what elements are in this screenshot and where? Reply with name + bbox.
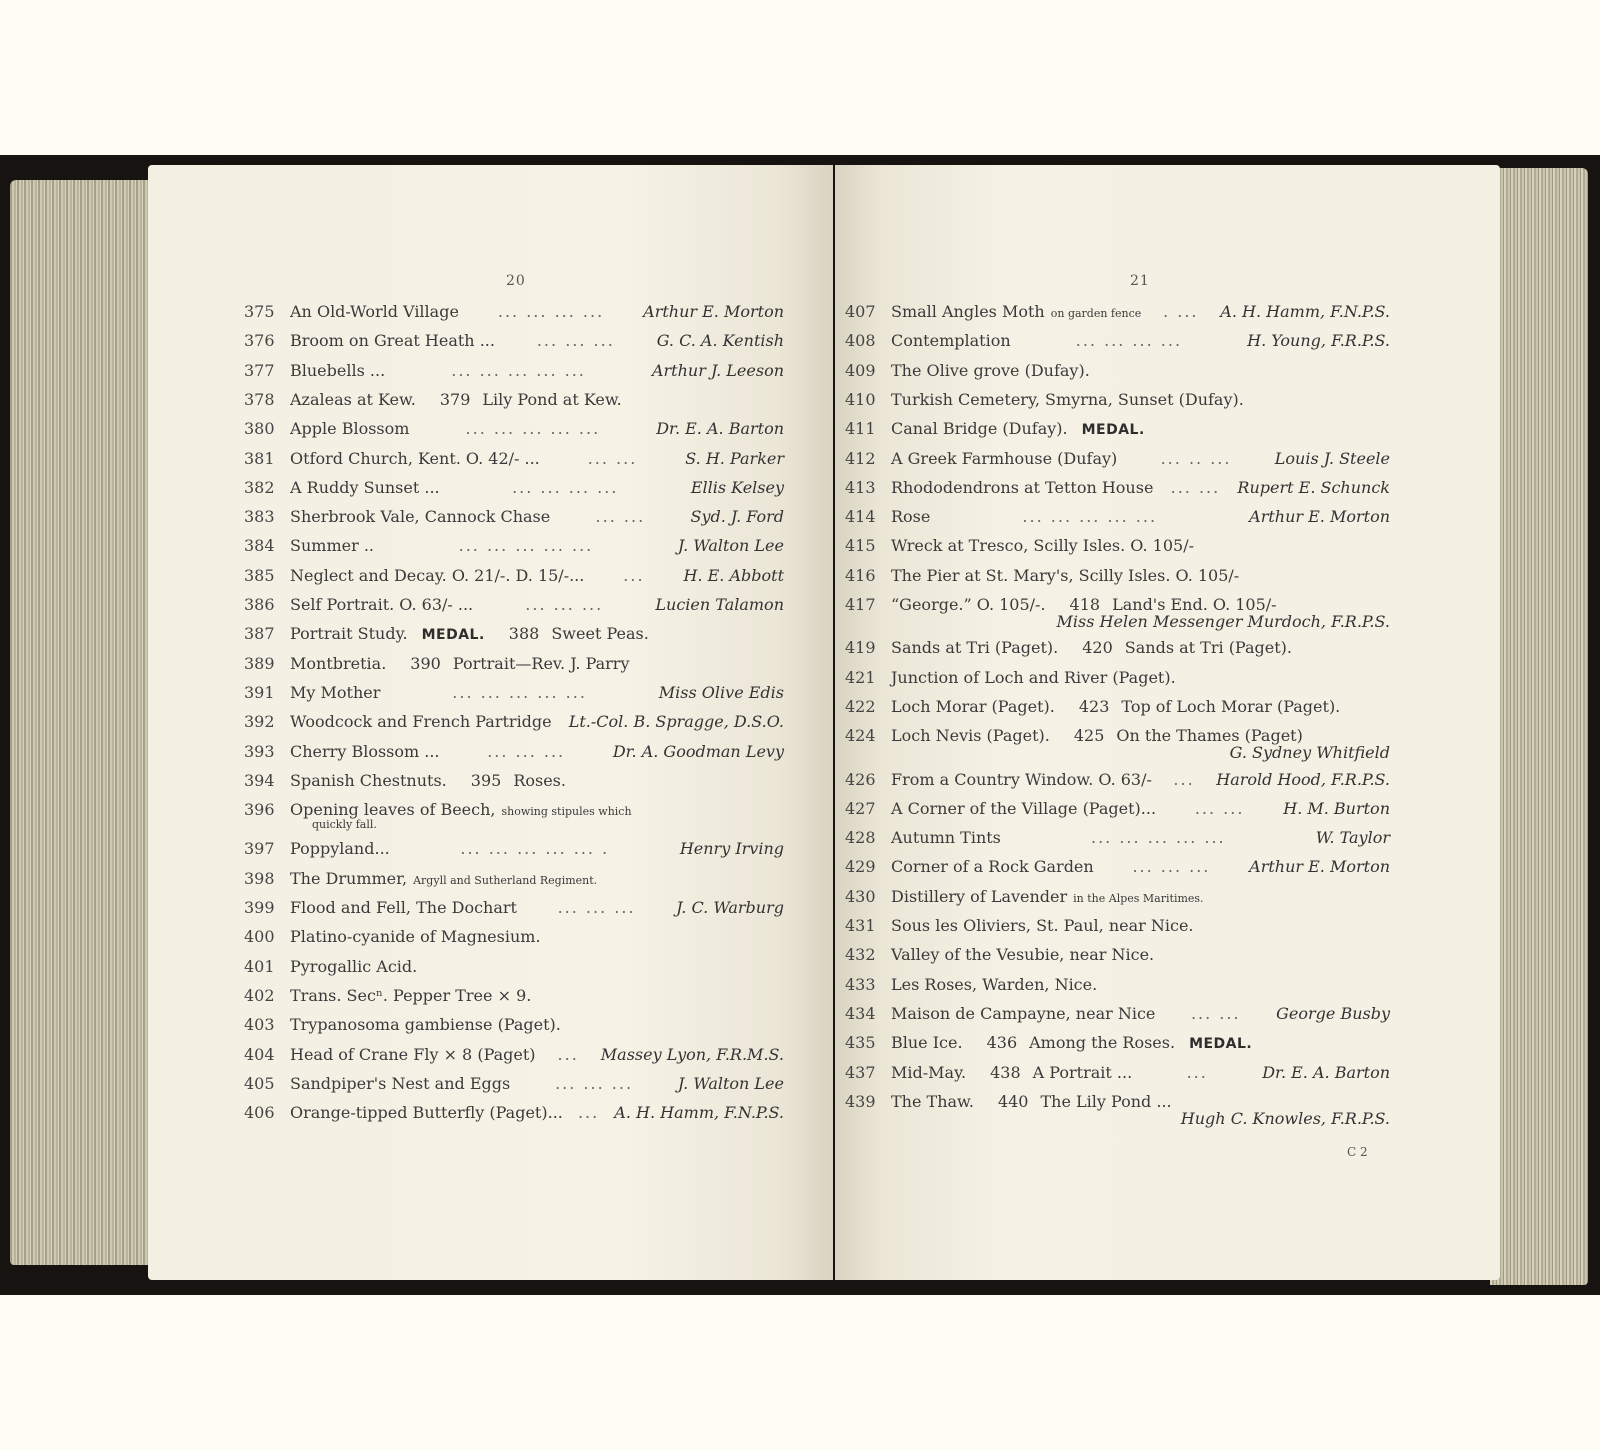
entry-number: 406 <box>244 1103 275 1123</box>
second-entry <box>440 390 622 409</box>
entry-number: 431 <box>845 916 876 935</box>
entry-number: 435 <box>845 1033 876 1053</box>
entry-number: 440 <box>997 1091 1029 1111</box>
right-page-edges <box>1490 168 1588 1285</box>
entry-number: 407 <box>845 302 876 321</box>
entry-number: 411 <box>845 419 876 439</box>
leader-dots: ... ... ... ... ... <box>1091 828 1226 848</box>
entry-number: 401 <box>244 956 275 976</box>
entry-number: 400 <box>244 927 275 947</box>
catalogue-entry <box>244 1015 784 1034</box>
entry-title: Flood and Fell, The Dochart <box>290 898 517 917</box>
entry-author: A. H. Hamm, F.N.P.S. <box>614 1103 784 1123</box>
leader-dots: ... ... ... ... ... <box>451 360 586 380</box>
entry-number: 386 <box>244 595 275 614</box>
catalogue-entry <box>845 828 1390 847</box>
entry-title: A Portrait ... <box>1032 1062 1133 1082</box>
entry-author: Massey Lyon, F.R.M.S. <box>600 1044 784 1064</box>
entry-number: 397 <box>244 839 275 859</box>
entry-title: Loch Morar (Paget). <box>891 696 1055 716</box>
entry-number: 384 <box>244 536 275 556</box>
entry-number: 430 <box>845 886 876 906</box>
entry-title: Among the Roses. <box>1029 1033 1176 1053</box>
entry-title: Apple Blossom <box>290 419 410 439</box>
entry-number: 429 <box>845 857 876 877</box>
catalogue-entry <box>244 771 784 790</box>
catalogue-entry <box>244 986 784 1005</box>
catalogue-entry <box>244 839 784 858</box>
leader-dots: ... ... ... ... <box>1075 331 1183 351</box>
catalogue-entries-left <box>148 165 833 1280</box>
leader-dots: ... ... ... <box>536 331 615 351</box>
medal-award: MEDAL. <box>1081 422 1145 439</box>
leader-dots: ... ... <box>1170 477 1221 497</box>
leader-dots: ... ... ... ... ... <box>458 536 594 556</box>
catalogue-entry <box>845 1063 1390 1082</box>
entry-number: 426 <box>845 769 876 789</box>
entry-title: The Olive grove (Dufay). <box>891 360 1090 380</box>
entry-number: 416 <box>845 565 876 585</box>
entry-number: 381 <box>244 448 275 468</box>
catalogue-entry <box>845 507 1390 526</box>
entry-title: Top of Loch Morar (Paget). <box>1121 696 1341 716</box>
entry-author: Lt.-Col. B. Spragge, D.S.O. <box>568 712 784 732</box>
entry-author: Lucien Talamon <box>655 595 784 614</box>
entry-number: 379 <box>439 389 471 409</box>
leader-dots: ... ... ... ... ... <box>1022 507 1158 527</box>
entry-title: The Drummer, <box>290 868 408 888</box>
entry-author: George Busby <box>1276 1003 1390 1023</box>
entry-title: Rose <box>891 507 931 527</box>
entry-number: 388 <box>508 624 540 644</box>
entry-title: Junction of Loch and River (Paget). <box>891 667 1176 687</box>
catalogue-entry <box>845 638 1390 657</box>
entry-title: Land's End. O. 105/- <box>1112 595 1277 614</box>
entry-author: Miss Helen Messenger Murdoch, F.R.P.S. <box>1056 612 1390 631</box>
entry-number: 390 <box>410 653 441 673</box>
entry-note: in the Alpes Maritimes. <box>1073 891 1204 905</box>
catalogue-entry <box>244 800 784 819</box>
catalogue-entry <box>244 419 784 438</box>
entry-number: 394 <box>244 770 275 790</box>
leader-dots: ... <box>577 1103 600 1123</box>
leader-dots: ... <box>623 565 645 585</box>
catalogue-entry <box>845 566 1390 585</box>
catalogue-entry <box>244 1103 784 1122</box>
entry-title: Trypanosoma gambiense (Paget). <box>290 1015 561 1035</box>
leader-dots: ... ... <box>1190 1003 1241 1023</box>
entry-title: Sands at Tri (Paget). <box>891 638 1059 658</box>
entry-title: Distillery of Lavender <box>891 886 1068 906</box>
leader-dots: ... ... ... <box>555 1073 634 1093</box>
second-entry <box>1082 638 1292 657</box>
catalogue-entry <box>244 1045 784 1064</box>
catalogue-entry <box>845 1004 1390 1023</box>
catalogue-entry <box>244 624 784 643</box>
catalogue-entry <box>244 898 784 917</box>
catalogue-entry <box>845 331 1390 350</box>
entry-number: 392 <box>244 712 275 732</box>
entry-author: H. E. Abbott <box>683 565 784 585</box>
leader-dots: ... ... ... <box>557 898 636 917</box>
entry-number: 419 <box>845 638 876 658</box>
entry-author: Dr. A. Goodman Levy <box>612 741 784 761</box>
catalogue-entry <box>244 478 784 497</box>
entry-title: Broom on Great Heath ... <box>290 331 495 351</box>
entry-author: Hugh C. Knowles, F.R.P.S. <box>1180 1108 1390 1128</box>
entry-title: Les Roses, Warden, Nice. <box>891 974 1098 994</box>
entry-number: 387 <box>244 624 275 644</box>
entry-number: 380 <box>244 419 275 439</box>
entry-title: Autumn Tints <box>891 828 1001 848</box>
entry-title: Sous les Oliviers, St. Paul, near Nice. <box>891 916 1194 935</box>
entry-title: Sandpiper's Nest and Eggs <box>290 1073 511 1093</box>
leader-dots: ... ... ... <box>487 741 566 761</box>
entry-number: 408 <box>845 331 876 351</box>
entry-number: 432 <box>845 945 876 965</box>
catalogue-entry <box>244 390 784 409</box>
catalogue-entry <box>845 536 1390 555</box>
catalogue-entry <box>244 566 784 585</box>
entry-author: Syd. J. Ford <box>690 507 784 527</box>
catalogue-entry <box>244 449 784 468</box>
entry-author: Henry Irving <box>679 839 784 859</box>
entry-author: H. M. Burton <box>1283 798 1390 818</box>
entry-number: 375 <box>244 302 275 321</box>
catalogue-entry <box>845 697 1390 716</box>
entry-number: 383 <box>244 507 275 527</box>
catalogue-entry <box>845 857 1390 876</box>
catalogue-entry <box>244 927 784 946</box>
entry-number: 420 <box>1082 638 1113 658</box>
entry-title: On the Thames (Paget) <box>1116 726 1303 746</box>
catalogue-entry <box>845 390 1390 409</box>
catalogue-entry <box>244 957 784 976</box>
entry-title: Pyrogallic Acid. <box>290 956 418 976</box>
entry-author: Arthur E. Morton <box>1249 857 1390 877</box>
catalogue-entry <box>244 742 784 761</box>
medal-award: MEDAL. <box>1189 1036 1253 1053</box>
entry-number: 396 <box>244 800 275 820</box>
entry-title: Poppyland... <box>290 839 390 859</box>
catalogue-entry <box>845 770 1390 789</box>
entry-title: Bluebells ... <box>290 360 386 380</box>
leader-dots: ... ... ... ... <box>497 302 605 321</box>
entry-author: J. C. Warburg <box>676 898 784 917</box>
entry-number: 437 <box>845 1062 876 1082</box>
entry-author: W. Taylor <box>1315 828 1390 848</box>
entry-number: 415 <box>845 536 876 556</box>
catalogue-entry <box>845 887 1390 906</box>
entry-title: Platino-cyanide of Magnesium. <box>290 927 541 947</box>
catalogue-entries-right <box>835 165 1500 1280</box>
entry-note: Argyll and Sutherland Regiment. <box>413 873 598 887</box>
entry-title: Montbretia. <box>290 653 387 673</box>
medal-award: MEDAL. <box>421 627 485 644</box>
second-entry <box>998 1092 1172 1111</box>
leader-dots: ... ... <box>1194 798 1245 818</box>
entry-title: Roses. <box>513 770 566 790</box>
catalogue-entry <box>244 712 784 731</box>
leader-dots: ... <box>557 1044 579 1064</box>
entry-title: Neglect and Decay. O. 21/-. D. 15/-... <box>290 565 585 585</box>
catalogue-entry <box>244 361 784 380</box>
entry-number: 402 <box>244 985 275 1005</box>
catalogue-entry <box>244 869 784 888</box>
entry-author: J. Walton Lee <box>677 1073 784 1093</box>
entry-title: Small Angles Moth <box>891 302 1045 321</box>
entry-author: H. Young, F.R.P.S. <box>1247 331 1390 351</box>
catalogue-entry <box>244 1074 784 1093</box>
catalogue-entry <box>244 654 784 673</box>
entry-author: Dr. E. A. Barton <box>656 419 784 439</box>
catalogue-entry <box>244 507 784 526</box>
entry-title: Canal Bridge (Dufay). <box>891 419 1068 439</box>
signature-mark: C 2 <box>1347 1145 1368 1159</box>
second-entry <box>1079 697 1340 716</box>
entry-number: 427 <box>845 798 876 818</box>
leader-dots: ... ... ... ... ... <box>452 682 587 702</box>
entry-title: Sherbrook Vale, Cannock Chase <box>290 507 551 527</box>
catalogue-entry <box>845 668 1390 687</box>
entry-title: Blue Ice. <box>891 1033 963 1053</box>
leader-dots: ... <box>1186 1062 1208 1082</box>
second-entry <box>987 1033 1253 1052</box>
entry-title: Opening leaves of Beech, <box>290 800 496 820</box>
leader-dots: ... ... ... ... <box>512 477 619 497</box>
catalogue-entry <box>845 975 1390 994</box>
entry-title: From a Country Window. O. 63/- <box>891 769 1152 789</box>
second-entry <box>471 771 566 790</box>
catalogue-entry <box>845 945 1390 964</box>
entry-title: Turkish Cemetery, Smyrna, Sunset (Dufay). <box>891 389 1244 409</box>
entry-title: Contemplation <box>891 331 1011 351</box>
entry-number: 439 <box>845 1091 876 1111</box>
entry-number: 412 <box>845 448 876 468</box>
leader-dots: ... ... ... <box>1132 857 1211 877</box>
entry-title: Self Portrait. O. 63/- ... <box>290 595 474 614</box>
entry-author: S. H. Parker <box>685 448 784 468</box>
leader-dots: ... ... ... <box>525 595 604 614</box>
entry-note: showing stipules which <box>501 805 632 819</box>
catalogue-entry <box>845 302 1390 321</box>
entry-title: Azaleas at Kew. <box>290 389 416 409</box>
entry-number: 421 <box>845 667 876 687</box>
entry-number: 385 <box>244 565 275 585</box>
entry-title: A Ruddy Sunset ... <box>290 477 440 497</box>
catalogue-entry <box>845 478 1390 497</box>
entry-title: Trans. Secⁿ. Pepper Tree × 9. <box>290 985 532 1005</box>
entry-number: 410 <box>845 389 876 409</box>
catalogue-entry <box>244 536 784 555</box>
leader-dots: ... ... ... ... ... . <box>460 839 610 859</box>
entry-number: 395 <box>470 770 502 790</box>
entry-title: Sweet Peas. <box>551 624 649 644</box>
catalogue-entry <box>845 799 1390 818</box>
entry-number: 434 <box>845 1003 876 1023</box>
second-entry <box>509 624 649 643</box>
entry-title: Maison de Campayne, near Nice <box>891 1003 1156 1023</box>
entry-number: 405 <box>244 1073 275 1093</box>
leader-dots: ... ... <box>595 507 646 527</box>
catalogue-entry <box>845 419 1390 438</box>
catalogue-entry <box>244 331 784 350</box>
page-number: 20 <box>506 273 526 289</box>
entry-number: 418 <box>1069 595 1101 614</box>
entry-author: Rupert E. Schunck <box>1237 477 1390 497</box>
entry-number: 413 <box>845 477 876 497</box>
entry-number: 417 <box>845 595 876 614</box>
entry-title: Rhododendrons at Tetton House <box>891 477 1154 497</box>
catalogue-entry <box>845 916 1390 935</box>
entry-title: Portrait Study. <box>290 624 408 644</box>
entry-author: Arthur E. Morton <box>1249 507 1390 527</box>
leader-dots: ... ... ... ... ... <box>465 419 601 439</box>
entry-number: 436 <box>986 1033 1018 1053</box>
entry-number: 382 <box>244 477 275 497</box>
entry-title: Orange-tipped Butterfly (Paget)... <box>290 1103 563 1123</box>
entry-title: A Corner of the Village (Paget)... <box>891 798 1157 818</box>
entry-title: My Mother <box>290 682 381 702</box>
catalogue-entry <box>244 302 784 321</box>
entry-number: 433 <box>845 974 876 994</box>
right-page <box>835 165 1500 1280</box>
entry-author: J. Walton Lee <box>677 536 784 556</box>
leader-dots: ... .. ... <box>1160 448 1232 468</box>
entry-author: A. H. Hamm, F.N.P.S. <box>1220 302 1390 321</box>
entry-number: 424 <box>845 726 876 746</box>
entry-title: Sands at Tri (Paget). <box>1124 638 1292 658</box>
leader-dots: ... <box>1173 769 1195 789</box>
left-page <box>148 165 833 1280</box>
entry-title: Otford Church, Kent. O. 42/- ... <box>290 448 540 468</box>
entry-number: 376 <box>244 331 275 351</box>
page-number: 21 <box>1130 273 1150 289</box>
entry-title: “George.” O. 105/-. <box>891 595 1046 614</box>
entry-number: 414 <box>845 507 876 527</box>
entry-number: 423 <box>1078 696 1110 716</box>
leader-dots: . ... <box>1163 302 1199 321</box>
entry-number: 377 <box>244 360 275 380</box>
entry-title: Wreck at Tresco, Scilly Isles. O. 105/- <box>891 536 1194 556</box>
entry-author: Arthur E. Morton <box>643 302 784 321</box>
catalogue-entry <box>244 683 784 702</box>
entry-number: 422 <box>845 696 876 716</box>
entry-number: 391 <box>244 682 275 702</box>
second-entry <box>410 654 629 673</box>
entry-number: 404 <box>244 1044 275 1064</box>
entry-number: 399 <box>244 898 275 917</box>
entry-author: G. C. A. Kentish <box>656 331 784 351</box>
entry-title: Woodcock and French Partridge <box>290 712 552 732</box>
entry-title: Loch Nevis (Paget). <box>891 726 1050 746</box>
entry-title: The Lily Pond ... <box>1040 1091 1172 1111</box>
catalogue-entry <box>845 361 1390 380</box>
entry-title: The Thaw. <box>891 1091 974 1111</box>
entry-note: on garden fence <box>1050 307 1142 320</box>
left-page-edges <box>10 180 150 1265</box>
entry-number: 425 <box>1073 726 1105 746</box>
entry-number: 409 <box>845 360 876 380</box>
entry-title: Cherry Blossom ... <box>290 741 440 761</box>
entry-number: 403 <box>244 1015 275 1035</box>
entry-number: 438 <box>990 1062 1021 1082</box>
second-entry <box>990 1063 1132 1082</box>
entry-title: A Greek Farmhouse (Dufay) <box>891 448 1118 468</box>
entry-title: Head of Crane Fly × 8 (Paget) <box>290 1044 536 1064</box>
entry-number: 393 <box>244 741 275 761</box>
entry-title: An Old-World Village <box>290 302 459 321</box>
entry-title: Corner of a Rock Garden <box>891 857 1094 877</box>
entry-title: Lily Pond at Kew. <box>482 389 622 409</box>
entry-author: Louis J. Steele <box>1274 448 1390 468</box>
entry-note-continued: quickly fall. <box>312 818 377 832</box>
entry-title: Mid-May. <box>891 1062 967 1082</box>
entry-title: Spanish Chestnuts. <box>290 770 447 790</box>
entry-title: Summer .. <box>290 536 374 556</box>
entry-number: 389 <box>244 653 275 673</box>
catalogue-entry <box>845 1033 1390 1052</box>
entry-title: Valley of the Vesubie, near Nice. <box>891 945 1155 965</box>
entry-title: The Pier at St. Mary's, Scilly Isles. O. 105/- <box>891 565 1240 585</box>
entry-author: Dr. E. A. Barton <box>1262 1062 1390 1082</box>
entry-author: Ellis Kelsey <box>690 477 784 497</box>
entry-number: 398 <box>244 868 275 888</box>
entry-number: 378 <box>244 389 275 409</box>
entry-author: Miss Olive Edis <box>658 682 784 702</box>
entry-number: 428 <box>845 828 876 848</box>
entry-author: G. Sydney Whitfield <box>1229 743 1390 763</box>
leader-dots: ... ... <box>587 448 638 468</box>
catalogue-entry <box>845 449 1390 468</box>
entry-author: Harold Hood, F.R.P.S. <box>1216 769 1390 789</box>
entry-title: Portrait—Rev. J. Parry <box>452 653 630 673</box>
entry-author: Arthur J. Leeson <box>651 360 784 380</box>
catalogue-entry <box>244 595 784 614</box>
